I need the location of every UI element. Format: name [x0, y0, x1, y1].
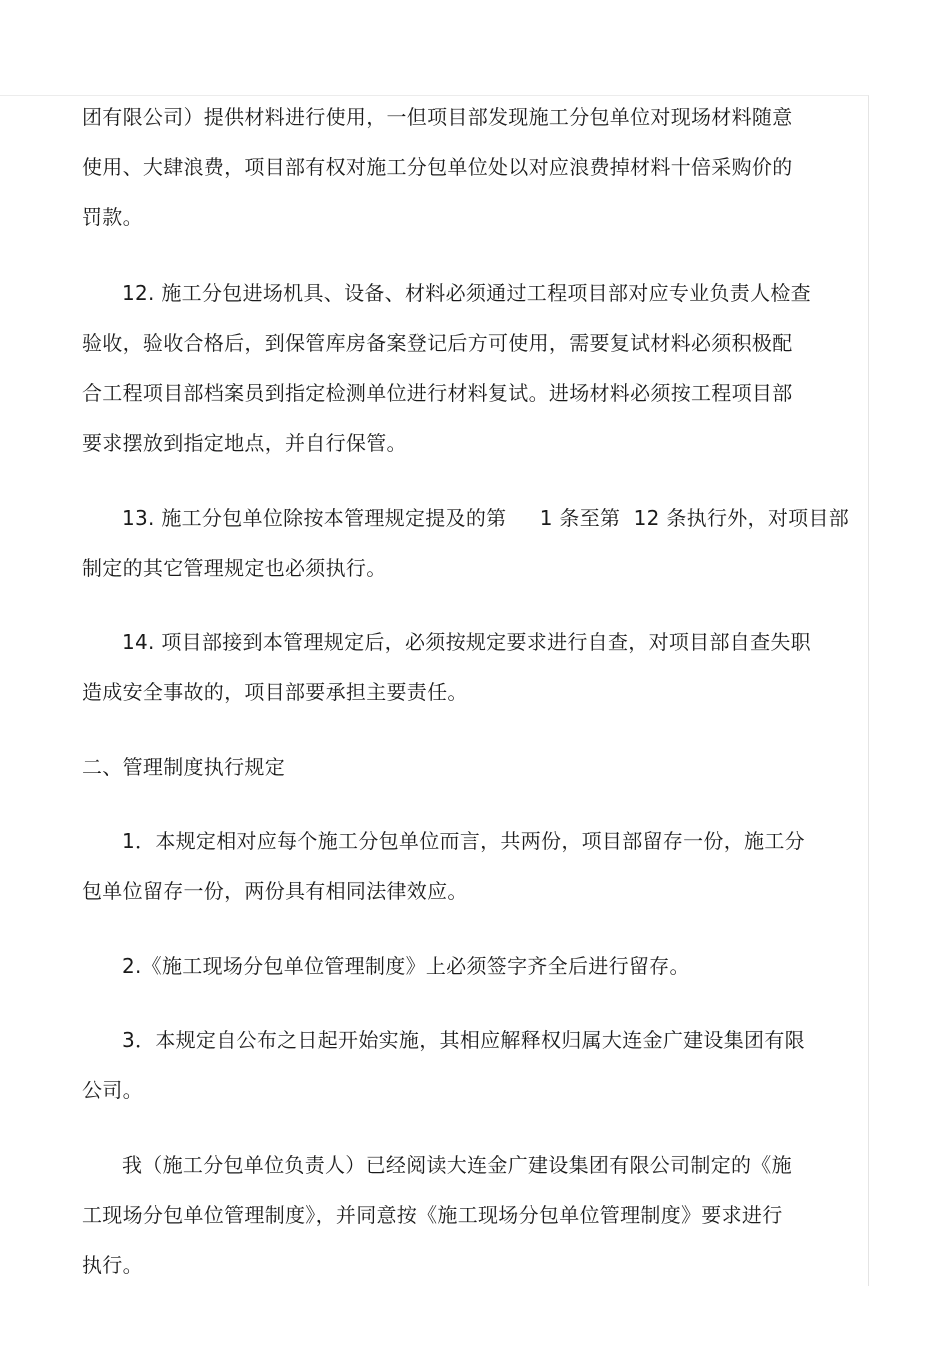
text-line: 使用、大肆浪费，项目部有权对施工分包单位处以对应浪费掉材料十倍采购价的	[82, 155, 793, 179]
text-line: 执行。	[82, 1253, 143, 1277]
text-line: 1．本规定相对应每个施工分包单位而言，共两份，项目部留存一份，施工分	[122, 829, 805, 853]
text-line: 14. 项目部接到本管理规定后，必须按规定要求进行自查，对项目部自查失职	[122, 630, 811, 654]
text-line: 罚款。	[82, 205, 143, 229]
text-line: 要求摆放到指定地点，并自行保管。	[82, 431, 407, 455]
text-line: 公司。	[82, 1078, 143, 1102]
text-line: 工现场分包单位管理制度》，并同意按《施工现场分包单位管理制度》要求进行	[82, 1203, 783, 1227]
section-heading: 二、管理制度执行规定	[82, 755, 285, 779]
text-line: 我（施工分包单位负责人）已经阅读大连金广建设集团有限公司制定的《施	[122, 1153, 792, 1177]
text-line: 2.《施工现场分包单位管理制度》上必须签字齐全后进行留存。	[122, 954, 690, 978]
text-line: 包单位留存一份，两份具有相同法律效应。	[82, 879, 468, 903]
text-line: 合工程项目部档案员到指定检测单位进行材料复试。进场材料必须按工程项目部	[82, 381, 793, 405]
text-line: 团有限公司）提供材料进行使用，一但项目部发现施工分包单位对现场材料随意	[82, 105, 793, 129]
text-line: 13. 施工分包单位除按本管理规定提及的第 1 条至第 12 条执行外，对项目部	[122, 506, 850, 530]
text-line: 制定的其它管理规定也必须执行。	[82, 556, 387, 580]
text-line: 造成安全事故的，项目部要承担主要责任。	[82, 680, 468, 704]
text-line: 3．本规定自公布之日起开始实施，其相应解释权归属大连金广建设集团有限	[122, 1028, 805, 1052]
text-line: 12. 施工分包进场机具、设备、材料必须通过工程项目部对应专业负责人检查	[122, 281, 811, 305]
text-line: 验收，验收合格后，到保管库房备案登记后方可使用，需要复试材料必须积极配	[82, 331, 793, 355]
